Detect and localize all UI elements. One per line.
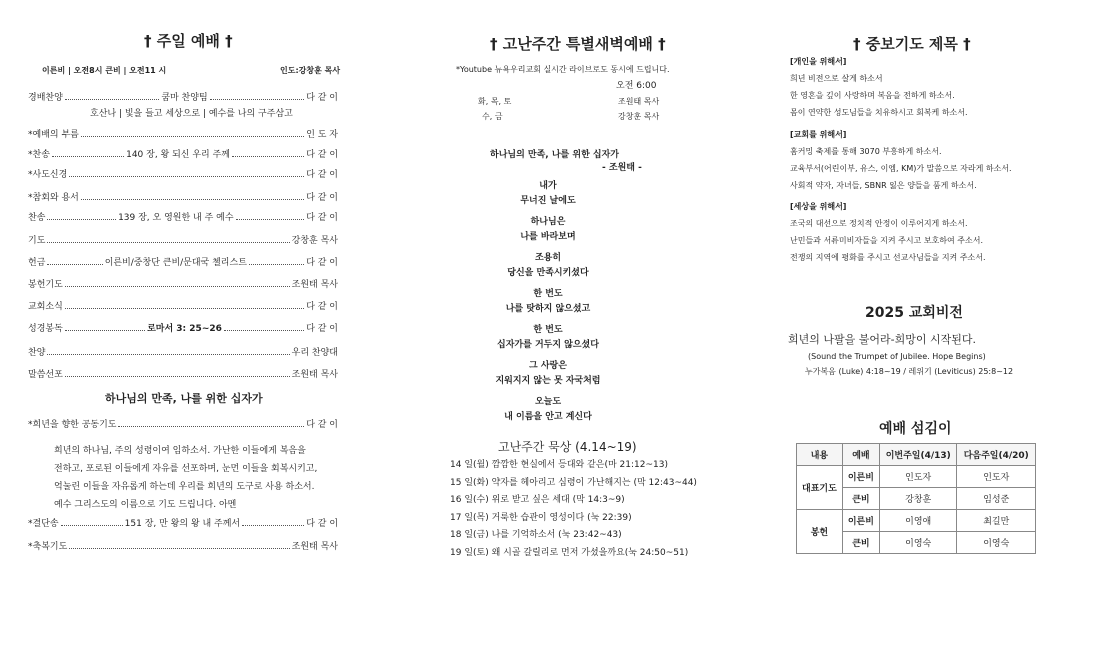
vision-title: 2025 교회비전 [865,305,963,321]
intercession-title: † 중보기도 제목 † [853,35,971,53]
poem-stanza-head: 그 사랑은 [529,361,567,371]
service-cell: 이른비 [842,466,879,488]
name-cell: 이영애 [879,510,957,532]
leader-dots [232,156,304,157]
servants-table-body [797,466,1036,554]
schedule-leader-2: 강창훈 목사 [618,112,660,121]
prayer-group-heading: [개인을 위해서] [790,57,847,66]
order-detail: 로마서 3: 25~26 [147,324,222,334]
prayer-line: 전하고, 포로된 이들에게 자유를 선포하며, 눈먼 이들을 회복시키고, [54,464,318,474]
poem-stanza-head: 하나님은 [530,217,566,227]
header-content: 내용 [797,444,843,466]
name-cell: 최길만 [957,510,1036,532]
order-row [28,193,338,204]
table-row [797,510,1036,532]
youtube-note: *Youtube 뉴욕우리교회 실시간 라이브로도 동시에 드립니다. [456,65,670,74]
poem-stanza-line: 무너진 날에도 [520,196,576,206]
meditation-item: 15 일(화) 약자를 헤아리고 심령이 가난해지는 (막 12:43~44) [450,477,697,488]
common-prayer-row [28,420,338,431]
name-cell: 이영숙 [879,532,957,554]
prayer-item: 희년 비전으로 살게 하소서 [790,74,883,83]
poem-stanza-head: 한 번도 [533,325,563,335]
order-who: 다 같 이 [306,258,338,268]
prayer-line: 억눌린 이들을 자유롭게 하는데 우리를 희년의 도구로 사용 하소서. [54,482,315,492]
service-cell: 이른비 [842,510,879,532]
order-row [28,170,338,181]
order-row [28,130,338,141]
leader-dots [118,426,304,427]
name-cell: 이영숙 [957,532,1036,554]
vision-scripture: 누가복음 (Luke) 4:18~19 / 레위기 (Leviticus) 25:8~12 [805,367,1014,376]
order-row [28,519,338,530]
name-cell: 인도자 [879,466,957,488]
vision-english: (Sound the Trumpet of Jubilee. Hope Begins) [808,352,986,361]
leader-dots [69,176,304,177]
meditation-item: 14 일(월) 깜깜한 현실에서 등대와 같은(마 21:12~13) [450,460,669,470]
leader-dots [47,354,289,355]
order-row [28,236,338,247]
order-label: 찬양 [28,348,46,358]
order-who: 조원태 목사 [291,542,338,552]
poem-stanza-head: 조용히 [534,253,562,263]
poem-stanza-line: 내 이름을 안고 계신다 [504,412,592,422]
vision-slogan: 희년의 나팔을 불어라-희망이 시작된다. [788,333,976,346]
leader-dots [47,242,289,243]
poem-stanza-line: 지워지지 않는 못 자국처럼 [495,376,601,386]
leader-dots [61,525,123,526]
order-label: 헌금 [28,258,46,268]
leader-dots [81,199,304,200]
order-label: *예배의 부름 [28,130,79,140]
order-detail: 이른비/중창단 큰비/문대국 첼리스트 [104,258,247,268]
order-who: 다 같 이 [306,519,339,529]
header-next-week: 다음주일(4/20) [957,444,1036,466]
prayer-item: 난민들과 서류미비자들을 지켜 주시고 보호하여 주소서. [790,236,983,245]
order-label: *결단송 [28,519,59,529]
order-detail: 쿰마 찬양팀 [161,93,208,103]
leader-dots [242,525,304,526]
order-who: 조원태 목사 [291,370,338,380]
order-row [28,370,338,381]
order-who: 조원태 목사 [291,280,338,290]
service-cell: 큰비 [842,488,879,510]
meditation-item: 19 일(토) 왜 시골 갈릴리로 먼저 가셨을까요(눅 24:50~51) [450,547,689,558]
prayer-item: 전쟁의 지역에 평화를 주시고 선교사님들을 지켜 주소서. [790,253,986,262]
order-who: 우리 찬양대 [291,348,338,358]
order-label: *참회와 용서 [28,193,79,203]
order-row [28,93,338,104]
header-this-week: 이번주일(4/13) [879,444,957,466]
poem-stanza-head: 내가 [539,181,557,191]
poem-stanza-line: 당신을 만족시키셨다 [507,268,589,278]
poem-stanza-head: 한 번도 [533,289,563,299]
header-service: 예배 [842,444,879,466]
prayer-item: 한 영혼을 깊이 사랑하며 복음을 전하게 하소서. [790,91,955,100]
order-detail: 139 장, 오 영원한 내 주 예수 [118,213,234,223]
leader-dots [65,286,290,287]
table-header-row [797,444,1036,466]
schedule-leader-1: 조원태 목사 [618,97,660,106]
leader-dots [69,548,289,549]
meditation-item: 17 일(목) 거룩한 습관이 영성이다 (눅 22:39) [450,512,632,523]
poem-stanza-head: 오늘도 [534,397,562,407]
meditation-item: 16 일(수) 위로 받고 싶은 세대 (막 14:3~9) [450,495,625,505]
prayer-group-heading: [세상을 위해서] [790,202,847,211]
meditation-title: 고난주간 묵상 (4.14~19) [498,440,637,454]
order-label: 봉헌기도 [28,280,63,290]
order-row [28,324,338,335]
prayer-group-heading: [교회를 위해서] [790,130,847,139]
order-who: 다 같 이 [306,302,338,312]
prayer-item: 사회적 약자, 자녀들, SBNR 잃은 양들을 품게 하소서. [790,181,977,190]
order-label: 찬송 [28,213,46,223]
prayer-line: 희년의 하나님, 주의 성령이여 임하소서. 가난한 이들에게 복음을 [54,446,306,456]
prayer-item: 교육부서(어린이부, 유스, 이엠, KM)가 말씀으로 자라게 하소서. [790,164,1012,173]
dawn-service-title: † 고난주간 특별새벽예배 † [490,35,666,53]
duty-cell: 대표기도 [797,466,843,510]
dawn-time: 오전 6:00 [616,81,657,91]
order-row [28,280,338,291]
order-who: 강창훈 목사 [291,236,338,246]
service-times: 이른비 | 오전8시 큰비 | 오전11 시 [42,66,167,75]
leader-dots [65,376,290,377]
order-who: 다 같 이 [306,93,338,103]
sunday-worship-title: † 주일 예배 † [144,32,233,50]
order-label: 말씀선포 [28,370,63,380]
leader-dots [210,99,305,100]
order-label: 기도 [28,236,46,246]
order-row [28,302,338,313]
name-cell: 임성준 [957,488,1036,510]
order-row [28,258,338,269]
poem-author: - 조원태 - [602,163,642,173]
leader-dots [249,264,304,265]
order-who: 다 같 이 [306,324,338,334]
leader-dots [65,99,160,100]
order-row [28,348,338,359]
table-row [797,466,1036,488]
prayer-line: 예수 그리스도의 이름으로 기도 드립니다. 아멘 [54,500,237,510]
sermon-title: 하나님의 만족, 나를 위한 십자가 [105,392,263,405]
worship-leader: 인도:강창훈 목사 [280,66,341,75]
poem-stanza-line: 십자가를 거두지 않으셨다 [497,340,599,350]
leader-dots [236,219,305,220]
order-label: 성경봉독 [28,324,63,334]
name-cell: 인도자 [957,466,1036,488]
servants-title: 예배 섬김이 [879,421,952,437]
order-who: 다 같 이 [306,150,339,160]
order-row [28,150,338,161]
order-detail: 151 장, 만 왕의 왕 내 주께서 [124,519,241,529]
service-cell: 큰비 [842,532,879,554]
leader-dots [47,264,102,265]
leader-dots [65,308,304,309]
poem-stanza-line: 나를 탓하지 않으셨고 [505,304,591,314]
order-who: 다 같 이 [306,170,338,180]
meditation-item: 18 일(금) 나를 기억하소서 (눅 23:42~43) [450,530,622,540]
servants-table [796,443,1036,554]
schedule-days-1: 화, 목, 토 [478,97,512,106]
schedule-days-2: 수, 금 [482,112,503,121]
poem-stanza-line: 나를 바라보며 [520,232,576,242]
name-cell: 강창훈 [879,488,957,510]
duty-cell: 봉헌 [797,510,843,554]
leader-dots [47,219,116,220]
order-who: 다 같 이 [306,193,338,203]
order-row [28,213,338,224]
prayer-item: 몸이 연약한 성도님들을 치유하시고 회복케 하소서. [790,108,968,117]
order-label: 경배찬양 [28,93,63,103]
leader-dots [65,330,145,331]
common-prayer-who: 다 같 이 [306,420,338,430]
order-label: *사도신경 [28,170,68,180]
order-who: 인 도 자 [306,130,338,140]
leader-dots [81,136,304,137]
order-who: 다 같 이 [306,213,338,223]
order-label: 교회소식 [28,302,63,312]
prayer-item: 홈커밍 축제를 통해 3070 부흥하게 하소서. [790,147,942,156]
order-row [28,542,338,553]
prayer-item: 조국의 대선으로 정치적 안정이 이루어지게 하소서. [790,219,968,228]
order-label: *찬송 [28,150,50,160]
poem-title: 하나님의 만족, 나를 위한 십자가 [490,150,619,160]
order-label: *축복기도 [28,542,68,552]
common-prayer-label: *희년을 향한 공동기도 [28,420,117,430]
praise-subtitle: 호산나 | 빛을 들고 세상으로 | 예수를 나의 구주삼고 [90,109,293,119]
order-detail: 140 장, 왕 되신 우리 주께 [126,150,230,160]
leader-dots [224,330,304,331]
leader-dots [52,156,124,157]
